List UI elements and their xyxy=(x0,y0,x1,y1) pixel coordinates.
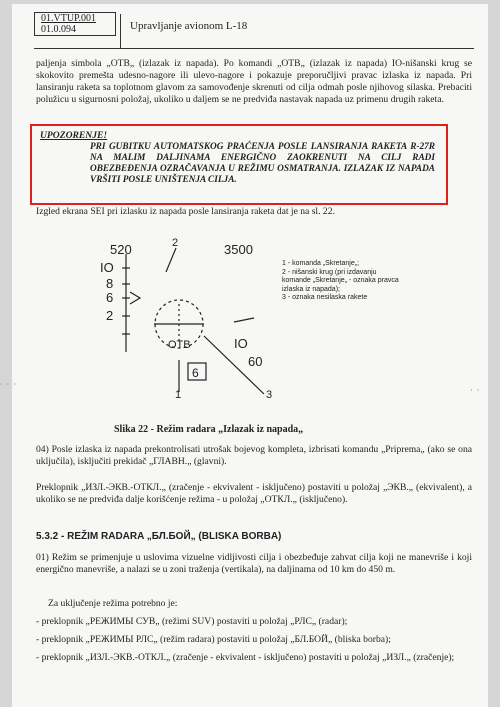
label-6-box: 6 xyxy=(192,366,199,380)
label-3500: 3500 xyxy=(224,242,253,257)
document-code-line2: 01.0.094 xyxy=(41,24,76,35)
header-rule xyxy=(34,48,474,49)
legend-item-1: 1 - komanda „Skretanje„; xyxy=(282,260,360,267)
paragraph-switch: Preklopnik „ИЗЛ.-ЭКВ.-ОТКЛ.„ (zračenje - ekvivalent - isključeno) postaviti u položaj „ЭКВ.„ (ekvivalent), a ukoliko se ne predviđa dalje korišćenje režima - u položaj „ОТКЛ.„ (isključeno). xyxy=(36,482,472,505)
legend-item-2: 2 - nišanski krug (pri izdavanju komande „Skretanje„ - oznaka pravca izlaska iz napada); xyxy=(282,268,399,293)
list-item: - preklopnik „РЕЖИМЫ СУВ„ (režimi SUV) postaviti u položaj „РЛС„ (radar); xyxy=(36,616,348,627)
paragraph-01: 01) Režim se primenjuje u uslovima vizuelne vidljivosti cilja i obezbeđuje zahvat cilja koji ne manevriše i koji energično manevriše, a nalazi se u zoni traženja (vertikala), na daljinama od 10 km do 450 m. xyxy=(36,552,472,575)
label-2-scale: 2 xyxy=(106,308,114,323)
document-title: Upravljanje avionom L-18 xyxy=(130,20,248,32)
range-marker xyxy=(130,292,140,304)
figure-intro: Izgled ekrana SEI pri izlasku iz napada posle lansiranja raketa dat je na sl. 22. xyxy=(36,206,335,217)
radar-display-figure xyxy=(84,232,294,402)
label-8: 8 xyxy=(106,276,114,291)
scan-artifact: · · xyxy=(470,386,481,395)
label-10-right: IO xyxy=(234,336,248,351)
label-520: 520 xyxy=(110,242,132,257)
warning-box xyxy=(30,124,448,205)
figure-legend xyxy=(282,260,402,303)
label-10-top: IO xyxy=(100,260,114,275)
warning-title: UPOZORENJE! xyxy=(40,130,108,141)
paragraph-include: Za uključenje režima potrebno je: xyxy=(48,598,178,609)
figure-caption: Slika 22 - Režim radara „Izlazak iz napada„ xyxy=(114,424,304,435)
label-2: 2 xyxy=(172,237,179,249)
paragraph-04: 04) Posle izlaska iz napada prekontrolisati utrošak bojevog kompleta, izbrisati komandu „Pripremа„ (ako se ona uključila), isključiti prekidač „ГЛАВН.„ (glavni). xyxy=(36,444,472,467)
label-3: 3 xyxy=(266,389,273,401)
list-item: - preklopnik „РЕЖИМЫ РЛС„ (režim radara) postaviti u položaj „БЛ.БОЙ„ (bliska borba); xyxy=(36,634,391,645)
label-otb: OTB xyxy=(168,339,191,351)
scan-artifact: · · · xyxy=(0,380,17,389)
document-code-box xyxy=(34,12,116,36)
legend-item-3: 3 - oznaka nesilaska rakete xyxy=(282,294,368,301)
intro-paragraph: paljenja simbola „OTB„ (izlazak iz napada). Po komandi „OTB„ (izlazak iz napada) IO-nišanski krug se skokovito premešta udesno-nagore ili ulevo-nagore i pokazuje preporučljivi pravac izlaska iz napada. Pri lansiranju raketa sa toplotnom glavom za samovođenje skrenuti od cilja odmah posle njihovog silaska. Prebaciti polužicu u sigurnosni položaj, ukoliko u daljem se ne predviđa nastavak napada uz primenu drugih raketa. xyxy=(36,58,472,105)
label-6: 6 xyxy=(106,290,114,305)
list-item: - preklopnik „ИЗЛ.-ЭКВ.-ОТКЛ.„ (zračenje - ekvivalent - isključeno) postaviti u položaj „ИЗЛ.„ (zračenje); xyxy=(36,652,455,663)
document-code-line1: 01.VTUP.001 xyxy=(41,13,97,24)
section-heading: 5.3.2 - REŽIM RADARA „БЛ.БОЙ„ (BLISKA BORBA) xyxy=(36,531,282,542)
header-divider xyxy=(120,14,121,48)
label-60: 60 xyxy=(248,354,263,369)
warning-body: PRI GUBITKU AUTOMATSKOG PRAĆENJA POSLE LANSIRANJA RAKETA R-27R NA MALIM DALJINAMA ENERGIČNO ZAOKRENUTI NA CILJ RADI OBEZBEĐENJA OZRAČAVANJA U REŽIMU OSMATRANJA. IZLAZAK IZ NAPADA VRŠITI POSLE UNIŠTENJA CILJA. xyxy=(90,142,435,185)
document-page xyxy=(12,4,488,707)
label-1: 1 xyxy=(175,389,182,401)
